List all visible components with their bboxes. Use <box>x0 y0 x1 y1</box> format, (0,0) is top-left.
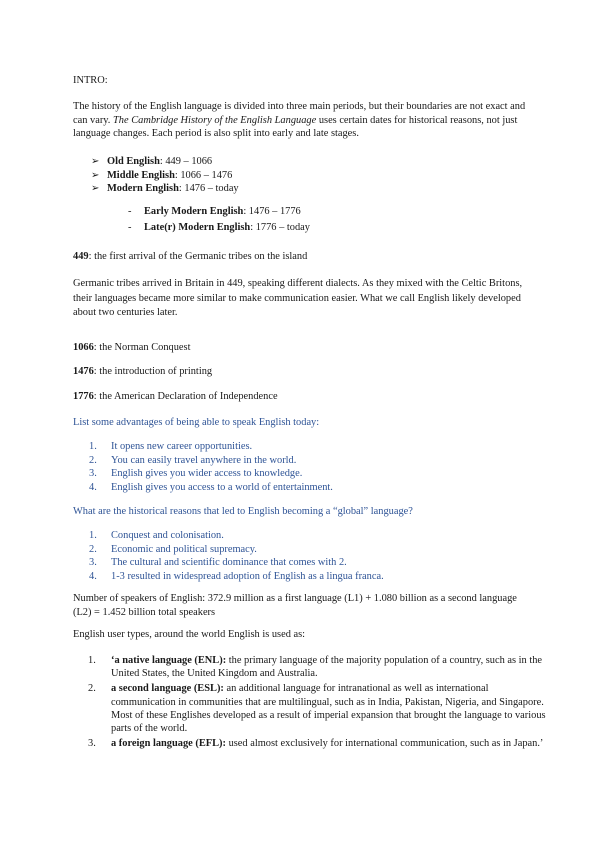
date-year: 1476 <box>73 366 94 377</box>
list-text: Economic and political supremacy. <box>111 543 257 555</box>
list-number: 1. <box>89 530 97 541</box>
list-text: 1-3 resulted in widespread adoption of English as a lingua franca. <box>111 570 384 582</box>
advantages-list <box>73 440 533 494</box>
user-type-term: ‘a native language (ENL): <box>111 655 227 666</box>
advantages-question: List some advantages of being able to speak English today: <box>73 417 320 428</box>
list-number: 4. <box>89 481 97 493</box>
date-449 <box>73 250 533 264</box>
date-1066 <box>73 341 533 355</box>
list-item <box>91 169 551 183</box>
period-name: Middle English <box>107 169 175 181</box>
periods-list <box>91 155 551 196</box>
user-types-intro: English user types, around the world English is used as: <box>73 629 306 640</box>
list-number: 3. <box>89 557 97 568</box>
list-item <box>73 440 533 454</box>
list-text: English gives you wider access to knowledge. <box>111 468 303 479</box>
user-type-term: a foreign language (EFL): <box>111 738 226 750</box>
list-number: 3. <box>88 738 96 750</box>
arrow-bullet-icon: ➢ <box>91 156 100 167</box>
period-name: Modern English <box>107 183 179 194</box>
speakers-paragraph: Number of speakers of English: 372.9 million as a first language (L1) + 1.080 billion as a second language (L2) = 1.452 billion total speakers <box>73 593 517 618</box>
intro-text-after: uses certain dates for historical reasons, not just language changes. Each period is also split into early and late stages. <box>73 114 518 139</box>
list-item <box>73 570 533 584</box>
list-item <box>73 556 533 570</box>
list-text: The cultural and scientific dominance that comes with 2. <box>111 557 347 568</box>
list-number: 1. <box>88 655 96 666</box>
list-item <box>73 529 533 543</box>
date-1776 <box>73 390 533 404</box>
subperiod-name: Early Modern English <box>144 206 244 217</box>
dash-bullet: - <box>128 222 132 233</box>
arrow-bullet-icon: ➢ <box>91 183 100 194</box>
subperiods-list <box>128 205 588 237</box>
list-text: English gives you access to a world of entertainment. <box>111 481 333 493</box>
list-number: 2. <box>89 454 97 466</box>
user-type-text: an additional language for intranational as well as international communication in communities that are multilingual, such as in India, Pakistan, Nigeria, and Singapore. Most of these Englishes developed as a result of imperial expansion that brought the language to various parts of the world. <box>111 683 546 735</box>
date-text: : the first arrival of the Germanic tribes on the island <box>88 251 308 262</box>
subperiod-dates: : 1776 – today <box>250 222 310 233</box>
subperiod-dates: : 1476 – 1776 <box>243 206 301 217</box>
intro-paragraph <box>73 100 533 141</box>
intro-heading: INTRO: <box>73 75 108 86</box>
reasons-list <box>73 529 533 583</box>
list-number: 3. <box>89 468 97 479</box>
list-item <box>73 654 548 680</box>
dash-bullet: - <box>128 206 132 217</box>
list-item <box>73 467 533 481</box>
date-year: 1066 <box>73 342 94 353</box>
date-text: : the introduction of printing <box>93 366 213 377</box>
user-type-term: a second language (ESL): <box>111 683 224 695</box>
date-year: 1776 <box>73 391 94 402</box>
date-1476 <box>73 365 533 379</box>
book-title: The Cambridge History of the English Language <box>113 114 317 126</box>
user-types-list <box>73 654 548 750</box>
list-number: 4. <box>89 570 97 582</box>
date-year: 449 <box>73 251 89 262</box>
list-text: Conquest and colonisation. <box>111 530 224 541</box>
period-dates: : 1066 – 1476 <box>174 169 233 181</box>
list-item <box>73 682 548 735</box>
date-text: : the Norman Conquest <box>93 342 191 353</box>
period-dates: : 1476 – today <box>178 183 239 194</box>
period-dates: : 449 – 1066 <box>159 156 213 167</box>
list-item <box>128 205 588 221</box>
list-number: 2. <box>88 683 96 695</box>
list-number: 1. <box>89 441 97 452</box>
list-item <box>91 155 551 169</box>
intro-text-before: The history of the English language is divided into three main periods, but their boundaries are not exact and can vary. <box>73 101 526 126</box>
list-item <box>73 543 533 557</box>
date-text: : the American Declaration of Independence <box>93 391 278 402</box>
user-type-text: the primary language of the majority population of a country, such as in the United States, the United Kingdom and Australia. <box>111 655 543 680</box>
arrow-bullet-icon: ➢ <box>91 169 100 181</box>
list-item <box>73 737 548 750</box>
list-item <box>73 454 533 468</box>
subperiod-name: Late(r) Modern English <box>144 222 251 233</box>
user-type-text: used almost exclusively for international communication, such as in Japan.’ <box>225 738 544 750</box>
germanic-paragraph: Germanic tribes arrived in Britain in 449, speaking different dialects. As they mixed with the Celtic Britons, their languages became more similar to make communication easier. What we call English likely developed about two centuries later. <box>73 278 523 319</box>
list-text: You can easily travel anywhere in the world. <box>111 454 297 466</box>
list-item <box>73 481 533 495</box>
list-text: It opens new career opportunities. <box>111 441 253 452</box>
list-item <box>91 182 551 196</box>
period-name: Old English <box>107 156 160 167</box>
list-item <box>128 221 588 237</box>
reasons-question: What are the historical reasons that led to English becoming a “global” language? <box>73 506 413 517</box>
list-number: 2. <box>89 543 97 555</box>
